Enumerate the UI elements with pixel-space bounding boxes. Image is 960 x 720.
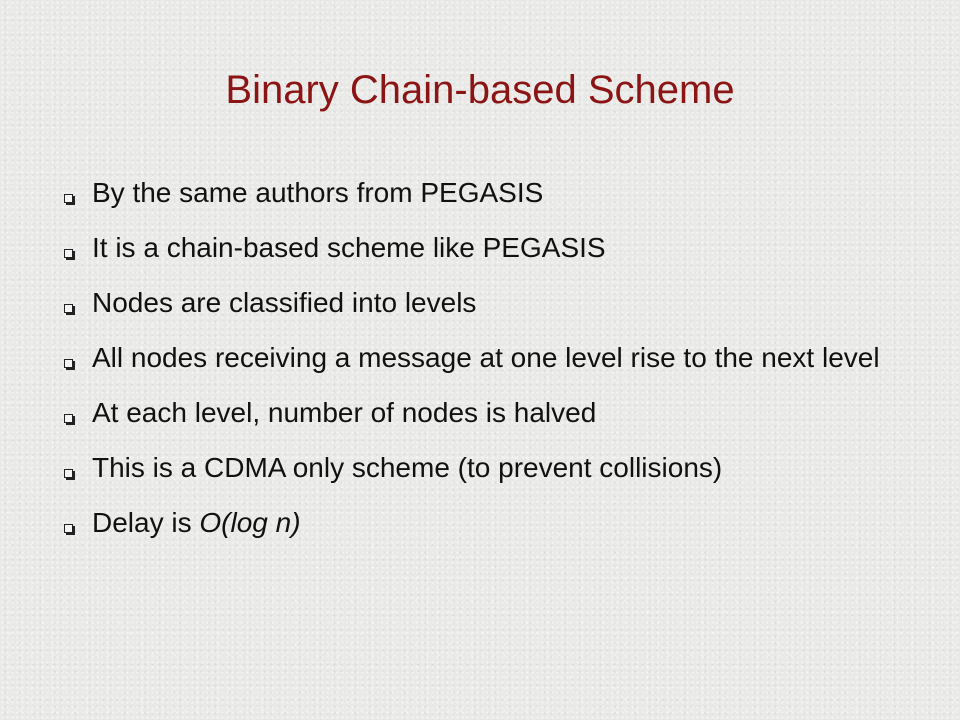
hollow-square-bullet-icon bbox=[64, 249, 73, 258]
hollow-square-bullet-icon bbox=[64, 194, 73, 203]
bullet-text: This is a CDMA only scheme (to prevent collisions) bbox=[92, 452, 723, 483]
bullet-item bbox=[64, 231, 904, 265]
hollow-square-bullet-icon bbox=[64, 414, 73, 423]
bullet-list bbox=[64, 176, 904, 561]
bullet-text: At each level, number of nodes is halved bbox=[92, 397, 597, 428]
hollow-square-bullet-icon bbox=[64, 304, 73, 313]
bullet-item bbox=[64, 396, 904, 430]
hollow-square-bullet-icon bbox=[64, 359, 73, 368]
bullet-item bbox=[64, 286, 904, 320]
hollow-square-bullet-icon bbox=[64, 524, 73, 533]
bullet-item bbox=[64, 506, 904, 540]
bullet-text: Nodes are classified into levels bbox=[92, 287, 477, 318]
bullet-text: It is a chain-based scheme like PEGASIS bbox=[92, 232, 606, 263]
bullet-text-italic: O(log n) bbox=[199, 507, 301, 538]
bullet-item bbox=[64, 451, 904, 485]
bullet-text-prefix: Delay is bbox=[92, 507, 200, 538]
bullet-text: By the same authors from PEGASIS bbox=[92, 177, 544, 208]
hollow-square-bullet-icon bbox=[64, 469, 73, 478]
slide-title: Binary Chain-based Scheme bbox=[225, 68, 735, 112]
bullet-text bbox=[92, 507, 301, 538]
bullet-text: All nodes receiving a message at one level rise to the next level bbox=[92, 342, 880, 373]
bullet-item bbox=[64, 341, 904, 375]
bullet-item bbox=[64, 176, 904, 210]
